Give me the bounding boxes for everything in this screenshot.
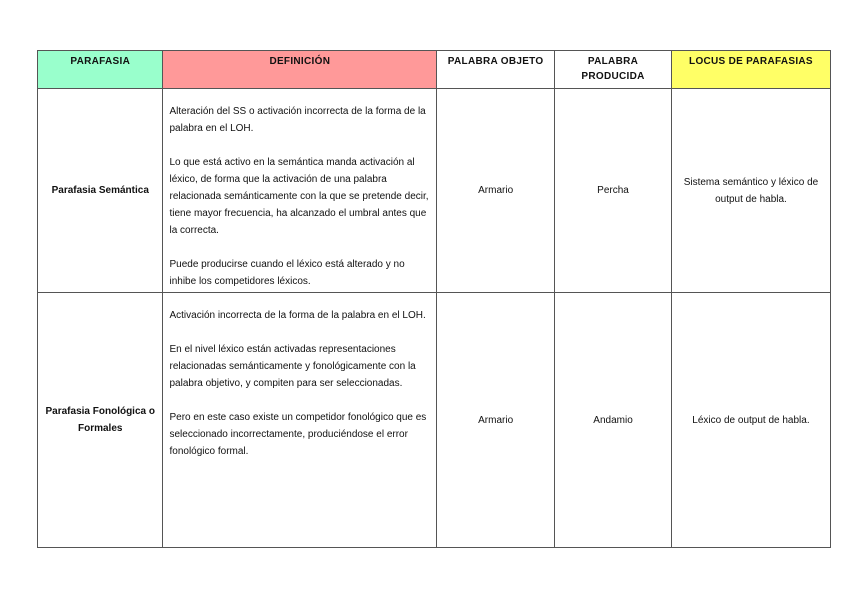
table-row <box>38 293 831 548</box>
definicion-paragraph: Pero en este caso existe un competidor fonológico que es seleccionado incorrectamente, produciéndose el error fonológico formal. <box>169 412 427 457</box>
header-definicion: DEFINICIÓN <box>163 51 437 89</box>
definicion-paragraph: Lo que está activo en la semántica manda activación al léxico, de forma que la activación de una palabra relacionada semánticamente con la que se pretende decir, tiene mayor frecuencia, ha alcanzado el umbral antes que la correcta. <box>169 157 429 236</box>
palabra-producida: Percha <box>555 89 672 293</box>
header-locus: LOCUS DE PARAFASIAS <box>671 51 830 89</box>
definicion-paragraph: Puede producirse cuando el léxico está alterado y no inhibe los competidores léxicos. <box>169 259 405 287</box>
definicion-cell <box>163 293 437 548</box>
definicion-paragraph: En el nivel léxico están activadas representaciones relacionadas semánticamente y fonológicamente con la palabra objetivo, y compiten para ser seleccionadas. <box>169 344 416 389</box>
definicion-paragraph: Activación incorrecta de la forma de la palabra en el LOH. <box>169 310 426 321</box>
parafasia-name: Parafasia Semántica <box>38 89 163 293</box>
palabra-objeto: Armario <box>437 89 555 293</box>
parafasia-name: Parafasia Fonológica o Formales <box>38 293 163 548</box>
header-parafasia: PARAFASIA <box>38 51 163 89</box>
header-palabra-producida: PALABRA PRODUCIDA <box>555 51 672 89</box>
palabra-producida: Andamio <box>555 293 672 548</box>
header-palabra-objeto: PALABRA OBJETO <box>437 51 555 89</box>
table-row <box>38 89 831 293</box>
header-row <box>38 51 831 89</box>
locus: Léxico de output de habla. <box>671 293 830 548</box>
locus: Sistema semántico y léxico de output de habla. <box>671 89 830 293</box>
parafasias-table <box>37 50 831 548</box>
definicion-paragraph: Alteración del SS o activación incorrecta de la forma de la palabra en el LOH. <box>169 106 426 134</box>
palabra-objeto: Armario <box>437 293 555 548</box>
definicion-cell <box>163 89 437 293</box>
